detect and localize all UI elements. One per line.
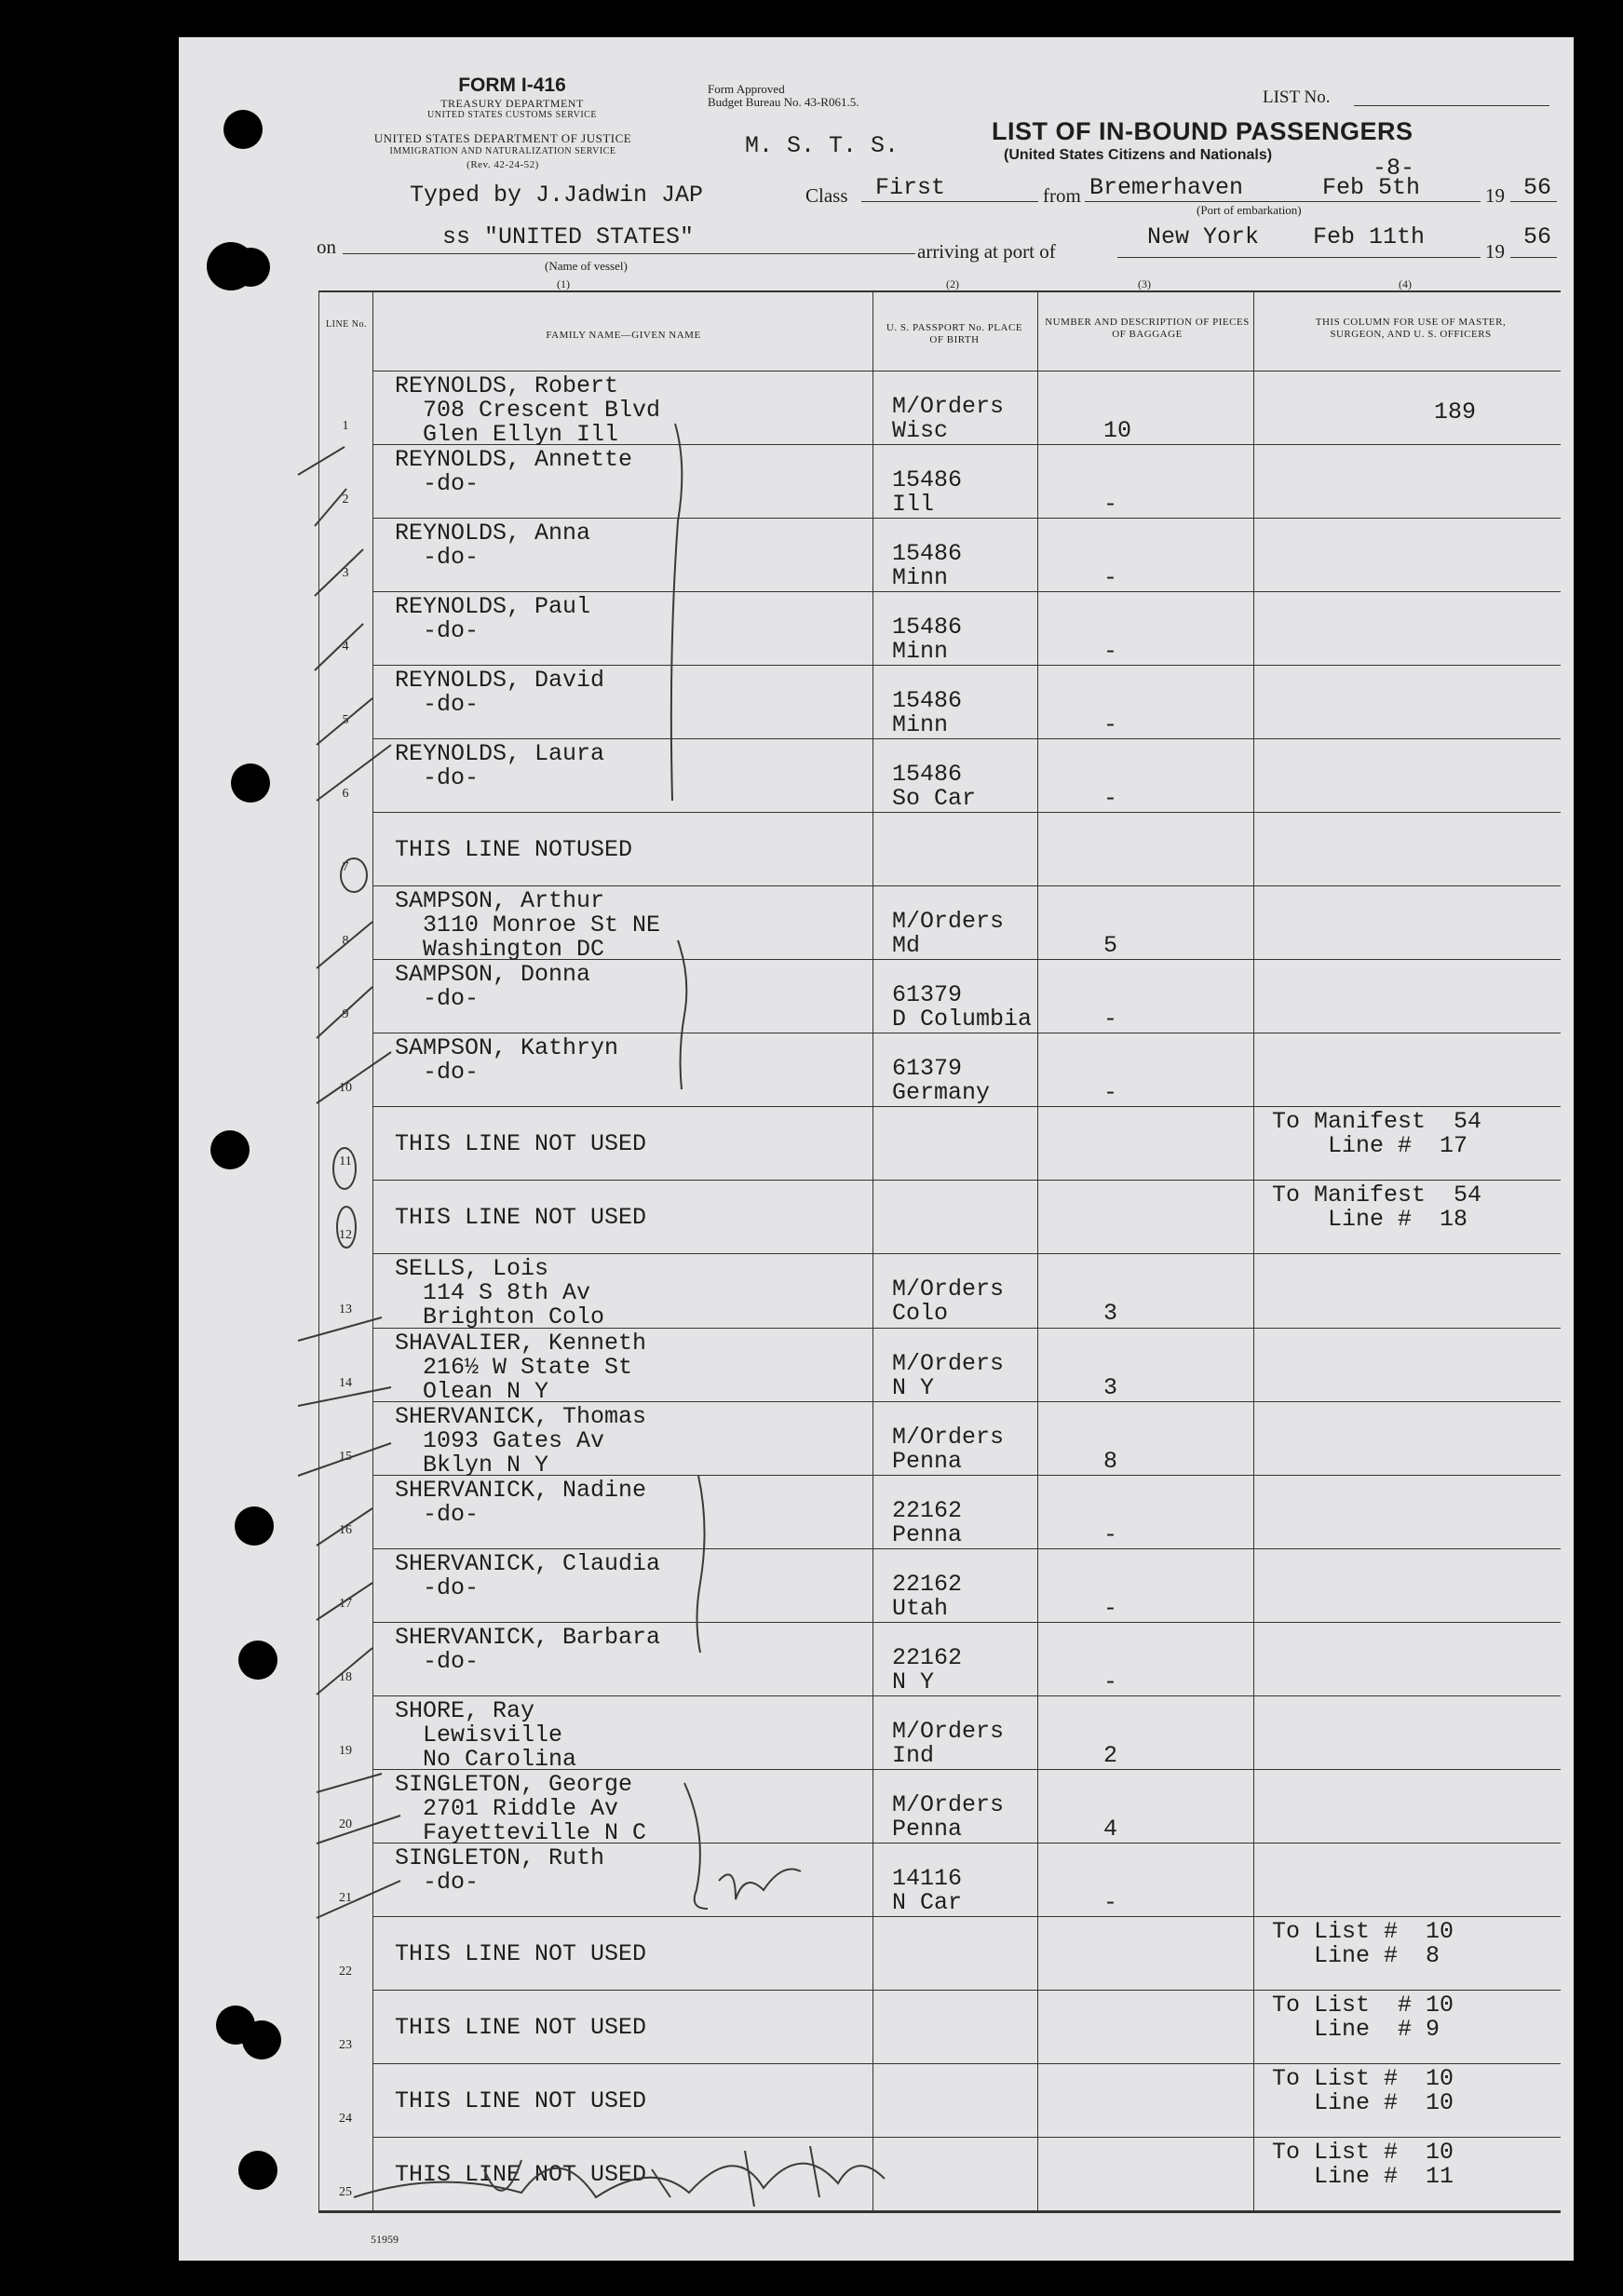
col-head-passport: U. S. PASSPORT No. PLACE OF BIRTH xyxy=(886,322,1023,345)
punch-hole xyxy=(235,1506,274,1546)
baggage-count: - xyxy=(1103,491,1118,519)
baggage-count: 10 xyxy=(1103,417,1132,444)
passenger-detail: Brighton Colo xyxy=(395,1303,605,1331)
passport-number: M/Orders xyxy=(892,1276,1005,1303)
port-embark-label: (Port of embarkation) xyxy=(1197,203,1302,217)
place-of-birth: Utah xyxy=(892,1594,949,1622)
budget-bureau: Budget Bureau No. 43-R061.5. xyxy=(708,95,859,109)
passenger-detail: 3110 Monroe St NE xyxy=(395,912,661,939)
passenger-detail: -do- xyxy=(395,764,480,792)
passport-number: 61379 xyxy=(892,981,963,1009)
from-underline xyxy=(1085,201,1481,202)
line-number: 19 xyxy=(339,1743,352,1758)
unused-line-text: THIS LINE NOT USED xyxy=(395,2087,647,2114)
line-number: 5 xyxy=(342,713,349,728)
passenger-detail: -do- xyxy=(395,691,480,719)
col-head-officers: THIS COLUMN FOR USE OF MASTER, SURGEON, AND U. S. OFFICERS xyxy=(1315,317,1507,340)
place-of-birth: Penna xyxy=(892,1520,963,1548)
line-number: 2 xyxy=(342,493,349,507)
row-border xyxy=(372,885,1561,886)
passenger-detail: -do- xyxy=(395,1868,480,1896)
passenger-detail: 1093 Gates Av xyxy=(395,1426,605,1454)
place-of-birth: Germany xyxy=(892,1079,991,1107)
col-divider xyxy=(1037,290,1038,2212)
col-num-1: (1) xyxy=(557,277,570,290)
form-number: FORM I-416 xyxy=(458,74,566,96)
passenger-name: SHERVANICK, Thomas xyxy=(395,1402,647,1430)
row-border xyxy=(372,2063,1561,2064)
passport-number: M/Orders xyxy=(892,1717,1005,1745)
line-number: 10 xyxy=(339,1081,352,1096)
row-border xyxy=(372,1253,1561,1254)
col-head-name: FAMILY NAME—GIVEN NAME xyxy=(546,330,701,341)
baggage-count: - xyxy=(1103,1594,1118,1622)
arrival-year: 56 xyxy=(1523,223,1552,250)
punch-hole xyxy=(242,2020,281,2060)
passenger-detail: No Carolina xyxy=(395,1745,577,1773)
baggage-count: - xyxy=(1103,1006,1118,1033)
line-number: 6 xyxy=(342,787,349,802)
passenger-detail: 114 S 8th Av xyxy=(395,1279,591,1307)
baggage-count: - xyxy=(1103,1668,1118,1695)
arriving-label: arriving at port of xyxy=(917,240,1056,263)
class-underline xyxy=(861,201,1038,202)
officer-note: To List # 10 xyxy=(1272,1917,1454,1945)
passport-number: 15486 xyxy=(892,540,963,568)
row-border xyxy=(372,812,1561,813)
col-divider xyxy=(872,290,873,2212)
line-number: 12 xyxy=(339,1228,352,1243)
passenger-name: REYNOLDS, Paul xyxy=(395,593,591,621)
row-border xyxy=(372,2210,1561,2211)
col-head-baggage: NUMBER AND DESCRIPTION OF PIECES OF BAGGAGE xyxy=(1045,317,1250,340)
passport-number: 15486 xyxy=(892,614,963,642)
table-top-border xyxy=(318,290,1561,292)
passport-number: M/Orders xyxy=(892,1423,1005,1451)
passport-number: M/Orders xyxy=(892,1349,1005,1377)
ins-service: IMMIGRATION AND NATURALIZATION SERVICE xyxy=(389,146,616,156)
passenger-detail: -do- xyxy=(395,1647,480,1675)
passport-number: 22162 xyxy=(892,1570,963,1598)
place-of-birth: So Car xyxy=(892,785,977,813)
passenger-detail: 708 Crescent Blvd xyxy=(395,397,661,424)
baggage-count: 8 xyxy=(1103,1447,1118,1475)
col-num-4: (4) xyxy=(1399,277,1412,290)
col-num-3: (3) xyxy=(1138,277,1151,290)
unused-line-text: THIS LINE NOT USED xyxy=(395,1939,647,1967)
passenger-detail: -do- xyxy=(395,617,480,645)
officer-note: Line # 8 xyxy=(1272,1941,1440,1969)
officer-note: Line # 10 xyxy=(1272,2088,1454,2116)
baggage-count: - xyxy=(1103,711,1118,739)
passport-number: 22162 xyxy=(892,1496,963,1524)
passport-number: 22162 xyxy=(892,1643,963,1671)
year-prefix: 19 xyxy=(1485,184,1505,207)
officer-note: To List # 10 xyxy=(1272,1991,1454,2019)
passenger-name: REYNOLDS, Anna xyxy=(395,520,591,547)
line-number: 15 xyxy=(339,1449,352,1464)
place-of-birth: Ind xyxy=(892,1741,935,1769)
passenger-detail: 216½ W State St xyxy=(395,1353,633,1381)
punch-hole xyxy=(231,248,270,287)
baggage-count: - xyxy=(1103,1888,1118,1916)
line-number: 7 xyxy=(342,860,349,875)
line-number: 25 xyxy=(339,2185,352,2199)
row-border xyxy=(372,1622,1561,1623)
place-of-birth: Wisc xyxy=(892,417,949,444)
passport-number: 15486 xyxy=(892,466,963,494)
passenger-name: REYNOLDS, Annette xyxy=(395,446,633,474)
passenger-detail: Olean N Y xyxy=(395,1377,549,1405)
line-number: 17 xyxy=(339,1596,352,1611)
document-subtitle: (United States Citizens and Nationals) xyxy=(1004,147,1273,163)
passenger-detail: -do- xyxy=(395,1573,480,1601)
from-year-underline xyxy=(1510,201,1557,202)
baggage-count: 4 xyxy=(1103,1815,1118,1843)
baggage-count: 2 xyxy=(1103,1741,1118,1769)
year-prefix: 19 xyxy=(1485,240,1505,263)
justice-dept: UNITED STATES DEPARTMENT OF JUSTICE xyxy=(373,131,632,145)
passenger-name: REYNOLDS, Robert xyxy=(395,372,619,399)
baggage-count: 3 xyxy=(1103,1300,1118,1328)
line-number: 9 xyxy=(342,1007,349,1022)
arrival-year-underline xyxy=(1510,257,1557,258)
passenger-detail: Glen Ellyn Ill xyxy=(395,421,619,448)
row-border xyxy=(372,1990,1561,1991)
officer-note: 189 xyxy=(1434,398,1477,425)
row-border xyxy=(372,1401,1561,1402)
line-number: 16 xyxy=(339,1522,352,1537)
form-approved: Form Approved xyxy=(708,82,785,96)
place-of-birth: Penna xyxy=(892,1815,963,1843)
officer-note: To Manifest 54 xyxy=(1272,1108,1482,1136)
passenger-name: SINGLETON, George xyxy=(395,1770,633,1798)
line-number: 4 xyxy=(342,640,349,655)
line-number: 20 xyxy=(339,1817,352,1831)
punch-hole xyxy=(231,763,270,803)
passport-number: 15486 xyxy=(892,687,963,715)
baggage-count: - xyxy=(1103,1079,1118,1107)
baggage-count: 3 xyxy=(1103,1373,1118,1401)
place-of-birth: N Y xyxy=(892,1668,935,1695)
passport-number: 61379 xyxy=(892,1055,963,1083)
place-of-birth: Ill xyxy=(892,491,935,519)
row-border xyxy=(372,2137,1561,2138)
col-head-line-no: LINE No. xyxy=(326,319,367,330)
punch-hole xyxy=(238,1641,277,1680)
list-no-underline xyxy=(1354,105,1549,106)
unused-line-text: THIS LINE NOT USED xyxy=(395,2013,647,2041)
passenger-detail: Bklyn N Y xyxy=(395,1451,549,1479)
passport-number: M/Orders xyxy=(892,1790,1005,1818)
list-no-label: LIST No. xyxy=(1263,88,1331,107)
passenger-detail: Fayetteville N C xyxy=(395,1818,647,1846)
officer-note: Line # 9 xyxy=(1272,2015,1440,2043)
officer-note: Line # 17 xyxy=(1272,1132,1468,1160)
line-number: 23 xyxy=(339,2037,352,2052)
line-number: 22 xyxy=(339,1964,352,1979)
passenger-detail: Washington DC xyxy=(395,936,605,964)
unused-line-text: THIS LINE NOT USED xyxy=(395,1130,647,1158)
row-border xyxy=(372,591,1561,592)
arrival-date: Feb 11th xyxy=(1313,223,1426,250)
passenger-detail: -do- xyxy=(395,985,480,1013)
passport-number: 15486 xyxy=(892,761,963,789)
on-label: on xyxy=(317,236,336,258)
vessel-label: (Name of vessel) xyxy=(545,259,628,273)
place-of-birth: N Car xyxy=(892,1888,963,1916)
passenger-name: SAMPSON, Donna xyxy=(395,961,591,989)
punch-hole xyxy=(238,2151,277,2190)
officer-note: Line # 11 xyxy=(1272,2162,1454,2190)
from-port: Bremerhaven xyxy=(1089,174,1244,201)
passenger-name: REYNOLDS, David xyxy=(395,667,605,695)
line-number: 8 xyxy=(342,934,349,949)
place-of-birth: Colo xyxy=(892,1300,949,1328)
line-number: 24 xyxy=(339,2111,352,2126)
unused-line-text: THIS LINE NOT USED xyxy=(395,2160,647,2188)
baggage-count: - xyxy=(1103,638,1118,666)
line-number: 14 xyxy=(339,1375,352,1390)
baggage-count: - xyxy=(1103,1520,1118,1548)
line-number: 21 xyxy=(339,1890,352,1905)
place-of-birth: N Y xyxy=(892,1373,935,1401)
baggage-count: - xyxy=(1103,564,1118,592)
place-of-birth: D Columbia xyxy=(892,1006,1033,1033)
vessel-name: ss "UNITED STATES" xyxy=(442,223,695,250)
row-border xyxy=(372,1548,1561,1549)
list-no-value: -8- xyxy=(1373,155,1415,182)
passenger-detail: Lewisville xyxy=(395,1721,563,1749)
place-of-birth: Minn xyxy=(892,638,949,666)
baggage-count: - xyxy=(1103,785,1118,813)
officer-note: To List # 10 xyxy=(1272,2064,1454,2092)
arrival-underline xyxy=(1117,257,1481,258)
row-border xyxy=(372,1106,1561,1107)
unused-line-text: THIS LINE NOT USED xyxy=(395,1204,647,1232)
class-label: Class xyxy=(805,184,848,207)
officer-note: Line # 18 xyxy=(1272,1206,1468,1234)
row-border xyxy=(372,665,1561,666)
typed-by: Typed by J.Jadwin JAP xyxy=(410,182,704,209)
punch-hole xyxy=(223,110,263,149)
line-number: 18 xyxy=(339,1669,352,1684)
line-number: 13 xyxy=(339,1302,352,1317)
passenger-detail: -do- xyxy=(395,544,480,572)
passenger-detail: -do- xyxy=(395,1500,480,1528)
passenger-name: REYNOLDS, Laura xyxy=(395,740,605,768)
line-number: 3 xyxy=(342,566,349,581)
from-label: from xyxy=(1043,184,1081,207)
row-border xyxy=(372,1475,1561,1476)
from-date: Feb 5th xyxy=(1322,174,1421,201)
line-number: 1 xyxy=(342,419,349,434)
from-year: 56 xyxy=(1523,174,1552,201)
passport-number: M/Orders xyxy=(892,393,1005,420)
treasury-dept: TREASURY DEPARTMENT xyxy=(440,97,584,110)
passenger-detail: 2701 Riddle Av xyxy=(395,1794,619,1822)
passenger-name: SELLS, Lois xyxy=(395,1255,549,1283)
customs-service: UNITED STATES CUSTOMS SERVICE xyxy=(427,110,597,120)
row-border xyxy=(372,738,1561,739)
row-border xyxy=(372,518,1561,519)
passenger-name: SHERVANICK, Barbara xyxy=(395,1623,661,1651)
place-of-birth: Minn xyxy=(892,711,949,739)
passenger-name: SAMPSON, Kathryn xyxy=(395,1034,619,1062)
passport-number: M/Orders xyxy=(892,908,1005,936)
form-code: 51959 xyxy=(371,2233,399,2246)
passport-number: 14116 xyxy=(892,1864,963,1892)
class-value: First xyxy=(875,174,946,201)
col-divider xyxy=(1253,290,1254,2212)
document-title: LIST OF IN-BOUND PASSENGERS xyxy=(992,117,1413,145)
baggage-count: 5 xyxy=(1103,932,1118,960)
place-of-birth: Md xyxy=(892,932,921,960)
vessel-underline xyxy=(343,253,915,254)
msts: M. S. T. S. xyxy=(745,132,899,159)
passenger-detail: -do- xyxy=(395,1059,480,1087)
col-num-2: (2) xyxy=(946,277,959,290)
passenger-name: SHERVANICK, Nadine xyxy=(395,1476,647,1504)
table-left-border xyxy=(318,290,319,2212)
arrival-port: New York xyxy=(1147,223,1260,250)
unused-line-text: THIS LINE NOTUSED xyxy=(395,836,633,864)
officer-note: To Manifest 54 xyxy=(1272,1182,1482,1209)
passenger-name: SHORE, Ray xyxy=(395,1696,535,1724)
place-of-birth: Minn xyxy=(892,564,949,592)
passenger-name: SHAVALIER, Kenneth xyxy=(395,1329,647,1357)
passenger-name: SAMPSON, Arthur xyxy=(395,887,605,915)
passenger-name: SINGLETON, Ruth xyxy=(395,1844,605,1871)
revision: (Rev. 42-24-52) xyxy=(467,159,539,170)
col-divider xyxy=(372,290,373,2212)
passenger-name: SHERVANICK, Claudia xyxy=(395,1549,661,1577)
place-of-birth: Penna xyxy=(892,1447,963,1475)
line-number: 11 xyxy=(339,1155,352,1169)
passenger-detail: -do- xyxy=(395,470,480,498)
row-border xyxy=(372,1180,1561,1181)
officer-note: To List # 10 xyxy=(1272,2138,1454,2166)
row-border xyxy=(372,1916,1561,1917)
row-border xyxy=(372,1695,1561,1696)
punch-hole xyxy=(210,1130,250,1169)
